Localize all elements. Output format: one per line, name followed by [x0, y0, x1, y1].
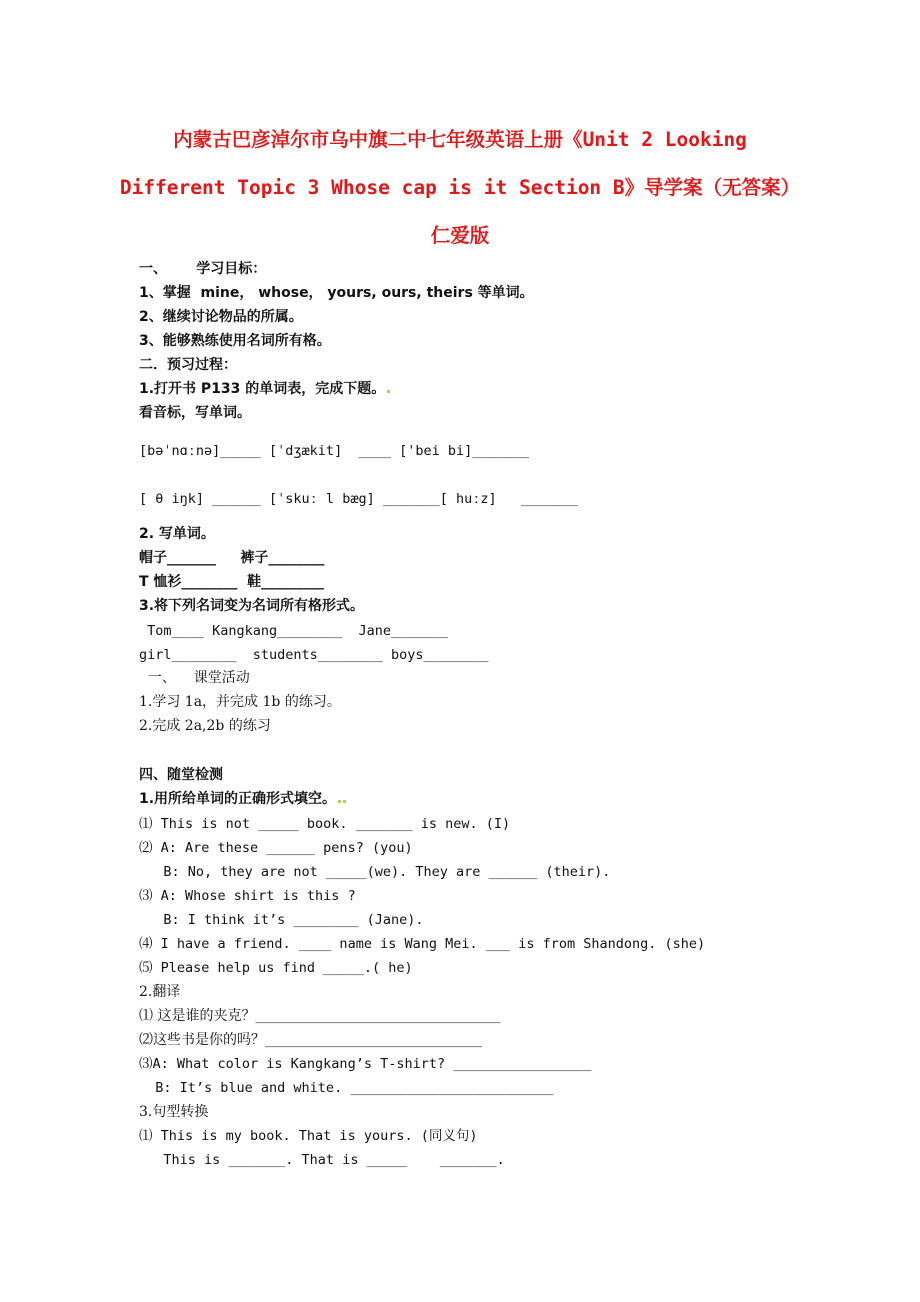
activity-1: 1.学习 1a，并完成 1b 的练习。	[139, 694, 341, 710]
test-q2-title: 2.翻译	[139, 984, 181, 1000]
test-q1-item-7: ⑸ Please help us find _____.( he)	[139, 960, 413, 976]
preview-q2-title: 2. 写单词。	[139, 526, 215, 542]
test-q1-item-5: B: I think it’s ________ (Jane).	[139, 912, 424, 928]
phonetics-row-1: [bəˈnɑːnə]_____ [ˈdʒækit] ____ ['bei bi]_______	[139, 443, 530, 459]
test-q3-title: 3.句型转换	[139, 1104, 209, 1120]
phonetics-row-2: [ θ iŋk] ______ [ˈskuː l bæg] _______[ huːz] _______	[139, 491, 578, 507]
test-q1-item-1: ⑴ This is not _____ book. _______ is new. (I)	[139, 816, 511, 832]
test-q3-item-1: ⑴ This is my book. That is yours. (同义句)	[139, 1128, 478, 1144]
preview-q3-title: 3.将下列名词变为名词所有格形式。	[139, 598, 365, 614]
preview-q2-row-2: T 恤衫________ 鞋_________	[139, 574, 325, 590]
mark-dot	[338, 800, 341, 803]
test-q2-item-1: ⑴ 这是谁的夹克？___________________________________	[139, 1008, 501, 1024]
preview-q1-subtitle: 看音标，写单词。	[139, 405, 251, 421]
test-q1-item-2: ⑵ A: Are these ______ pens? (you)	[139, 840, 413, 856]
preview-q1-title	[139, 380, 390, 398]
preview-q1-title-text: 1.打开书 P133 的单词表，完成下题。	[139, 381, 386, 397]
objective-1-text: 1、掌握 mine， whose， yours, ours, theirs 等单词。	[139, 285, 534, 301]
section-1-heading: 一、 学习目标：	[139, 261, 267, 277]
objective-1	[139, 284, 534, 302]
section-4-heading: 四、随堂检测	[139, 767, 223, 783]
section-2-heading: 二．预习过程：	[139, 357, 237, 373]
title-line-1: 内蒙古巴彦淖尔市乌中旗二中七年级英语上册《Unit 2 Looking	[173, 128, 747, 151]
title-line-2: Different Topic 3 Whose cap is it Section B》导学案（无答案）	[119, 176, 801, 199]
mark-dot	[387, 390, 390, 393]
test-q3-item-2: This is _______. That is _____ _______.	[139, 1152, 505, 1168]
activity-2: 2.完成 2a,2b 的练习	[139, 718, 271, 734]
objective-3: 3、能够熟练使用名词所有格。	[139, 333, 331, 349]
preview-q3-row-2: girl________ students________ boys________	[139, 647, 489, 663]
objective-2: 2、继续讨论物品的所属。	[139, 309, 303, 325]
test-q1-title	[139, 790, 346, 808]
test-q2-item-4: B: It’s blue and white. _________________________	[139, 1080, 554, 1096]
test-q2-item-2: ⑵这些书是你的吗？_______________________________	[139, 1032, 482, 1048]
test-q1-item-6: ⑷ I have a friend. ____ name is Wang Mei. ___ is from Shandong. (she)	[139, 936, 706, 952]
test-q1-item-3: B: No, they are not _____(we). They are ______ (their).	[139, 864, 611, 880]
preview-q2-row-1: 帽子_______ 裤子________	[139, 550, 325, 566]
title-line-3: 仁爱版	[430, 224, 490, 247]
test-q1-item-4: ⑶ A: Whose shirt is this ?	[139, 888, 356, 904]
preview-q3-row-1: Tom____ Kangkang________ Jane_______	[139, 623, 448, 639]
section-3-heading: 一、 课堂活动	[139, 670, 250, 686]
mark-dot	[343, 800, 346, 803]
test-q1-title-text: 1.用所给单词的正确形式填空。	[139, 791, 337, 807]
test-q2-item-3: ⑶A: What color is Kangkang’s T-shirt? _________________	[139, 1056, 592, 1072]
